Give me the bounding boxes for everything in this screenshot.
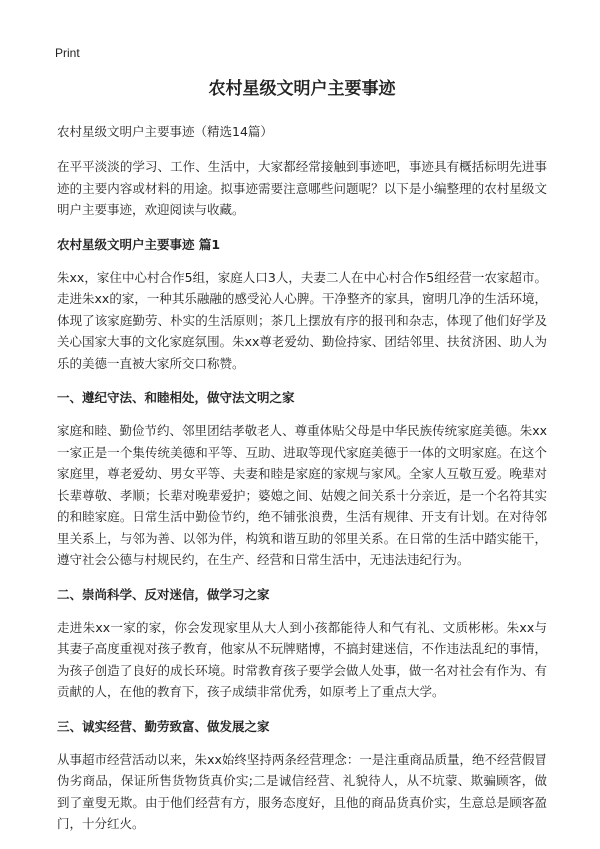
section-text-law-abiding: 家庭和睦、勤俭节约、邻里团结孝敬老人、尊重体贴父母是中华民族传统家庭美德。朱xx一家正是一个集传统美德和平等、互助、进取等现代家庭美德于一体的文明家庭。在这个家庭里，尊老爱幼、男女平等、夫妻和睦是家庭的家规与家风。全家人互敬互爱。晚辈对长辈尊敬、孝顺；长辈对晚辈爱护；婆媳之间、姑嫂之间关系十分亲近，是一个名符其实的和睦家庭。日常生活中勤俭节约，绝不铺张浪费，生活有规律、开支有计划。在对待邻里关系上，与邻为善、以邻为伴，构筑和谐互助的邻里关系。在日常的生活中踏实能干，遵守社会公德与村规民约，在生产、经营和日常生活中，无违法违纪行为。 <box>57 423 547 567</box>
section-heading-law-abiding: 一、遵纪守法、和睦相处，做守法文明之家 <box>57 390 295 405</box>
section-heading-science: 二、崇尚科学、反对迷信，做学习之家 <box>57 586 270 602</box>
intro-paragraph: 在平平淡淡的学习、工作、生活中，大家都经常接触到事迹吧，事迹具有概括标明先进事迹的主要内容或材料的用途。拟事迹需要注意哪些问题呢？以下是小编整理的农村星级文明户主要事迹，欢迎阅读与收藏。 <box>57 159 547 217</box>
page-title: 农村星级文明户主要事迹 <box>208 79 396 99</box>
section-text-business: 从事超市经营活动以来，朱xx始终坚持两条经营理念：一是注重商品质量，绝不经营假冒伪劣商品，保证所售货物货真价实;二是诚信经营、礼貌待人，从不坑蒙、欺骗顾客，做到了童叟无欺。由于他们经营有方，服务态度好，且他的商品货真价实，生意总是顾客盈门，十分红火。 <box>57 751 547 831</box>
print-link[interactable]: Print <box>55 46 80 60</box>
document-body <box>57 76 547 849</box>
article-heading: 农村星级文明户主要事迹 篇1 <box>57 236 221 252</box>
section-heading-business: 三、诚实经营、勤劳致富、做发展之家 <box>57 718 270 734</box>
document-subtitle: 农村星级文明户主要事迹（精选14篇） <box>57 124 273 139</box>
family-intro-paragraph: 朱xx，家住中心村合作5组，家庭人口3人，夫妻二人在中心村合作5组经营一农家超市。走进朱xx的家，一种其乐融融的感受沁人心脾。干净整齐的家具，窗明几净的生活环境，体现了该家庭勤劳、朴实的生活原则；茶几上摆放有序的报刊和杂志，体现了他们好学及关心国家大事的文化家庭氛围。朱xx尊老爱幼、勤俭持家、团结邻里、扶贫济困、助人为乐的美德一直被大家所交口称赞。 <box>57 269 547 371</box>
section-text-science: 走进朱xx一家的家，你会发现家里从大人到小孩都能待人和气有礼、文质彬彬。朱xx与其妻子高度重视对孩子教育，他家从不玩牌赌博，不搞封建迷信，不作违法乱纪的事情，为孩子创造了良好的成长环境。时常教育孩子要学会做人处事，做一名对社会有作为、有贡献的人，在他的教育下，孩子成绩非常优秀，如原考上了重点大学。 <box>57 619 547 699</box>
